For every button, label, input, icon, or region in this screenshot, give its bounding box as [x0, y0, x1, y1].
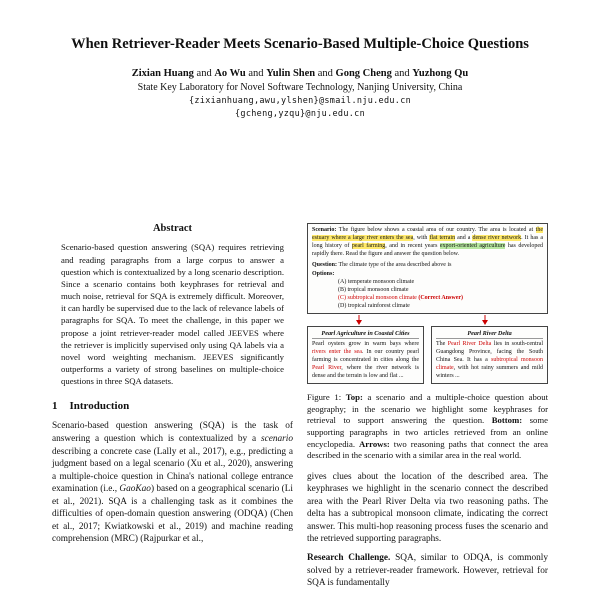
right-column — [307, 223, 548, 595]
research-challenge-paragraph: Research Challenge. SQA, similar to ODQA, is commonly solved by a retriever-reader framework. However, retrieval for SQA is fundamentally — [307, 553, 548, 589]
option-b: (B) tropical monsoon climate — [338, 286, 409, 293]
article-title-right: Pearl River Delta — [436, 330, 543, 339]
email-line-1: {zixianhuang,awu,ylshen}@smail.nju.edu.cn — [188, 96, 412, 107]
section-number: 1 — [52, 400, 58, 413]
option-a: (A) temperate monsoon climate — [338, 279, 415, 286]
option-d: (D) tropical rainforest climate — [338, 302, 410, 309]
retrieved-articles-row — [307, 326, 548, 384]
affiliation: State Key Laboratory for Novel Software Technology, Nanjing University, China — [137, 82, 463, 94]
figure-caption: Figure 1: Top: a scenario and a multiple-choice question about geography; in the scenario we highlight some keyphrases for retrieval to support answering the question. Bottom: some supporting paragraphs in two articles retrieved from an online encyclopedia. Arrows: two reasoning paths that connect the area described in the scenario with a similar area in the real world. — [307, 392, 549, 461]
article-box-left — [307, 326, 424, 384]
article-box-right — [431, 326, 548, 384]
paper-title: When Retriever-Reader Meets Scenario-Based Multiple-Choice Questions — [71, 36, 529, 52]
option-c: (C) subtropical monsoon climate (Correct Answer) — [338, 294, 464, 301]
scenario-text: Scenario: The figure below shows a coastal area of our country. The area is located at the estuary where a large river enters the sea, with flat terrain and a dense river network. It has a long history of pearl farming, and in recent years export-oriented agriculture has developed rapidly there. Read the figure and answer the question below. — [312, 227, 543, 257]
email-line-2: {gcheng,yzqu}@nju.edu.cn — [234, 109, 366, 120]
right-column-paragraph: gives clues about the location of the described area. The keyphrases we highlight in the scenario connect the described area with the Pearl River Delta via two reasoning paths. The delta has a subtropical monsoon climate, indicating the correct answer. This multi-hop reasoning process fuses the scenario and the retrieved supporting paragraphs. — [307, 471, 548, 545]
author-line: Zixian Huang and Ao Wu and Yulin Shen and Gong Cheng and Yuzhong Qu — [131, 68, 469, 80]
options-list — [312, 271, 543, 310]
section-heading-introduction — [52, 400, 293, 412]
abstract-text: Scenario-based question answering (SQA) requires retrieving and reading paragraphs from a large corpus to answer a question which is contextualized by a long scenario description. Since a scenario contains both keyphrases for retrieval and much noise, retrieval for SQA is extremely difficult. Moreover, it can hardly be supervised due to the lack of relevance labels of paragraphs for SQA. To meet the challenge, in this paper we propose a joint retriever-reader model called JEEVES where the retriever is implicitly supervised only using QA labels via a novel word weighting mechanism. JEEVES significantly outperforms a variety of strong baselines on multiple-choice questions in three SQA datasets. — [61, 242, 284, 387]
left-column — [52, 223, 293, 595]
article-text-left: Pearl oysters grow in warm bays where rivers enter the sea. In our country pearl farming is concentrated in cities along the Pearl River, where the river network is dense and the terrain is low and flat ... — [312, 341, 420, 379]
reasoning-arrows-row — [307, 314, 548, 326]
two-column-body — [52, 223, 548, 595]
figure-1 — [307, 223, 548, 384]
section-title: Introduction — [69, 400, 130, 413]
introduction-paragraph: Scenario-based question answering (SQA) is the task of answering a question which is contextualized by a scenario describing a concrete case (Lally et al., 2017), e.g., predicting a judgment based on a legal scenario (Xu et al., 2020), answering a multiple-choice question in China's national college entrance examination (i.e., GaoKao) based on a geographical scenario (Li et al., 2021). SQA is a challenging task as it combines the difficulties of open-domain question answering (ODQA) (Chen et al., 2017; Kwiatkowski et al., 2019) and machine reading comprehension (MRC) (Rajpurkar et al., — [52, 421, 293, 545]
scenario-question-box — [307, 223, 548, 314]
options-label: Options: — [312, 271, 335, 278]
article-title-left: Pearl Agriculture in Coastal Cities — [312, 330, 419, 339]
abstract-heading: Abstract — [152, 223, 193, 235]
paper-header — [0, 0, 600, 119]
question-text: Question: The climate type of the area described above is — [312, 261, 452, 268]
article-text-right: The Pearl River Delta lies in south-central Guangdong Province, facing the South China Sea. It has a subtropical monsoon climate, with hot rainy summers and mild winters ... — [436, 341, 544, 379]
red-arrow-icons — [307, 315, 548, 327]
